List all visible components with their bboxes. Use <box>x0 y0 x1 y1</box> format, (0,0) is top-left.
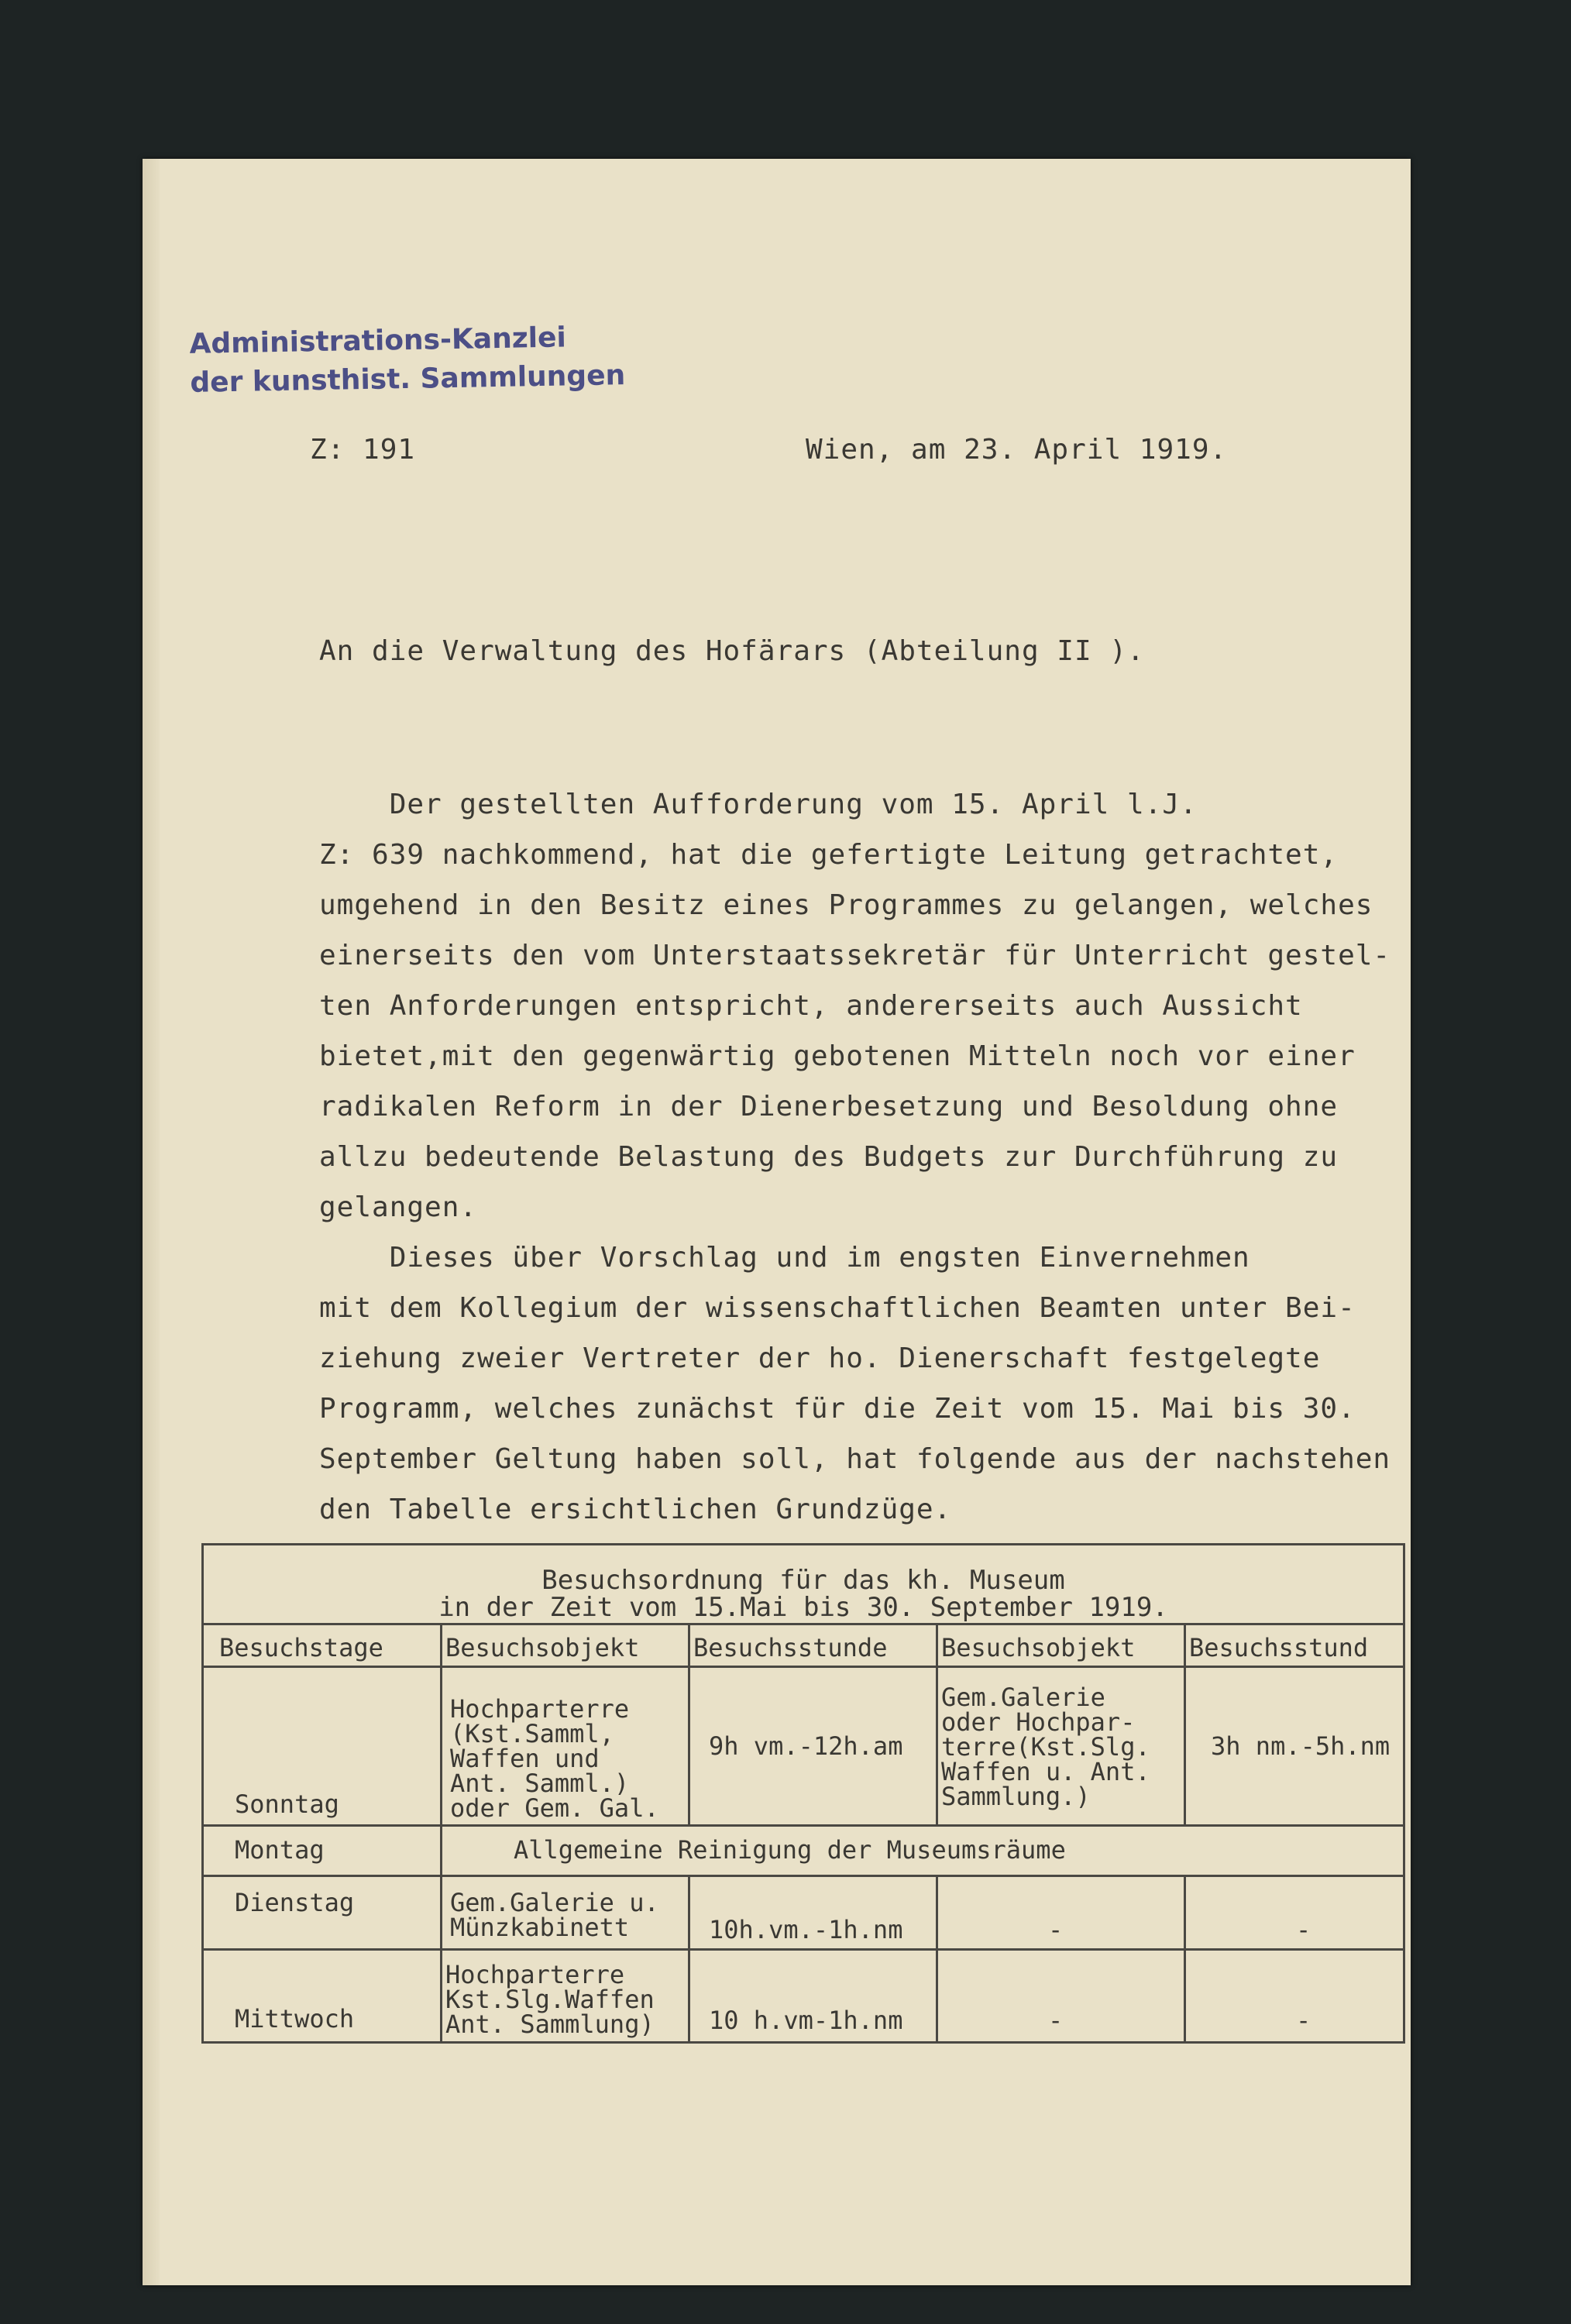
row-tuesday-hours-1: 10h.vm.-1h.nm <box>709 1915 903 1944</box>
table-rule <box>204 1948 1403 1951</box>
row-tuesday-hours-2: - <box>1296 1915 1311 1944</box>
table-column-rule <box>688 1875 690 2041</box>
row-sunday-object-2: Gem.Galerie oder Hochpar- terre(Kst.Slg. Waffen u. Ant. Sammlung.) <box>941 1683 1150 1811</box>
table-column-rule <box>936 1623 938 1824</box>
paper-binding-edge <box>143 159 160 2285</box>
table-column-rule <box>688 1623 690 1824</box>
body-line: Z: 639 nachkommend, hat die gefertigte Leitung getrachtet, <box>319 839 1339 871</box>
table-title-line-2: in der Zeit vom 15.Mai bis 30. September 1919. <box>438 1592 1168 1623</box>
addressee: An die Verwaltung des Hofärars (Abteilung II ). <box>319 635 1145 667</box>
row-wednesday-day: Mittwoch <box>235 2004 355 2033</box>
table-title-line-1: Besuchsordnung für das kh. Museum <box>541 1565 1065 1596</box>
body-line: Dieses über Vorschlag und im engsten Einvernehmen <box>319 1242 1250 1274</box>
visiting-schedule-table <box>201 1543 1405 2044</box>
body-line: radikalen Reform in der Dienerbesetzung und Besoldung ohne <box>319 1091 1339 1122</box>
header-object-2: Besuchsobjekt <box>941 1633 1136 1662</box>
row-monday-day: Montag <box>235 1835 325 1865</box>
row-sunday-hours-1: 9h vm.-12h.am <box>709 1731 903 1761</box>
table-rule <box>204 1824 1403 1827</box>
body-line: einerseits den vom Unterstaatssekretär für Unterricht gestel- <box>319 940 1391 971</box>
table-rule <box>204 1875 1403 1877</box>
row-tuesday-object-1: Gem.Galerie u. Münzkabinett <box>450 1888 659 1942</box>
table-column-rule <box>1184 1623 1186 1824</box>
body-line: Programm, welches zunächst für die Zeit vom 15. Mai bis 30. <box>319 1393 1356 1425</box>
row-wednesday-object-2: - <box>1048 2006 1064 2035</box>
body-line: September Geltung haben soll, hat folgende aus der nachstehen <box>319 1443 1391 1475</box>
body-line: gelangen. <box>319 1191 478 1223</box>
body-line: ten Anforderungen entspricht, andererseits auch Aussicht <box>319 990 1303 1022</box>
row-wednesday-hours-1: 10 h.vm-1h.nm <box>709 2006 903 2035</box>
office-stamp <box>189 318 625 403</box>
stamp-line-2: der kunsthist. Sammlungen <box>190 359 626 399</box>
header-days: Besuchstage <box>219 1633 383 1662</box>
row-wednesday-object-1: Hochparterre Kst.Slg.Waffen Ant. Sammlung) <box>445 1960 655 2039</box>
table-column-rule <box>936 1875 938 2041</box>
row-sunday-object-1: Hochparterre (Kst.Samml, Waffen und Ant. Samml.) oder Gem. Gal. <box>450 1694 659 1823</box>
row-tuesday-object-2: - <box>1048 1915 1064 1944</box>
stamp-line-1: Administrations-Kanzlei <box>189 321 567 360</box>
table-rule <box>204 1623 1403 1625</box>
body-line: umgehend in den Besitz eines Programmes zu gelangen, welches <box>319 889 1373 921</box>
row-wednesday-hours-2: - <box>1296 2006 1311 2035</box>
reference-number: Z: 191 <box>310 434 416 466</box>
row-tuesday-day: Dienstag <box>235 1888 355 1917</box>
header-hours-1: Besuchsstunde <box>693 1633 888 1662</box>
body-line: mit dem Kollegium der wissenschaftlichen Beamten unter Bei- <box>319 1292 1356 1324</box>
header-hours-2: Besuchsstund <box>1189 1633 1369 1662</box>
row-sunday-hours-2: 3h nm.-5h.nm <box>1211 1731 1391 1761</box>
body-line: allzu bedeutende Belastung des Budgets zur Durchführung zu <box>319 1141 1339 1173</box>
body-line: Der gestellten Aufforderung vom 15. April l.J. <box>319 789 1198 820</box>
row-sunday-day: Sonntag <box>235 1789 339 1819</box>
table-column-rule <box>440 1623 442 2041</box>
table-rule <box>204 1666 1403 1668</box>
body-line: ziehung zweier Vertreter der ho. Dienerschaft festgelegte <box>319 1342 1321 1374</box>
table-column-rule <box>1184 1875 1186 2041</box>
header-object-1: Besuchsobjekt <box>445 1633 640 1662</box>
body-line: bietet,mit den gegenwärtig gebotenen Mitteln noch vor einer <box>319 1040 1356 1072</box>
place-date: Wien, am 23. April 1919. <box>806 434 1228 466</box>
row-monday-cleaning: Allgemeine Reinigung der Museumsräume <box>514 1835 1066 1865</box>
body-line: den Tabelle ersichtlichen Grundzüge. <box>319 1494 952 1525</box>
